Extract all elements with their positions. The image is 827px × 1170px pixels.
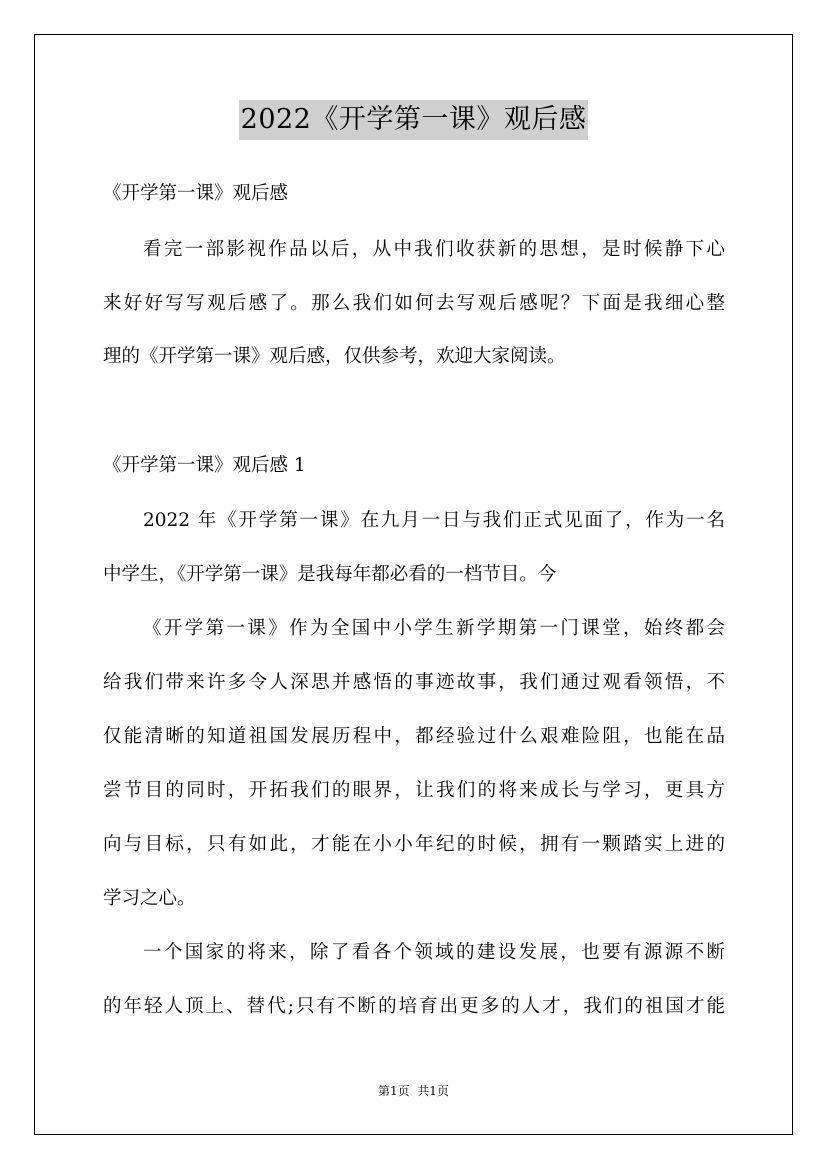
- paragraph-line: 看完一部影视作品以后，从中我们收获新的思想，是时候静下心: [143, 239, 725, 260]
- paragraph-line: 一个国家的将来，除了看各个领域的建设发展，也要有源源不断: [143, 942, 725, 963]
- paragraph-line: 2022 年《开学第一课》在九月一日与我们正式见面了，作为一名: [143, 510, 725, 531]
- document-title: 2022《开学第一课》观后感: [239, 100, 589, 140]
- paragraph-line: 学习之心。: [103, 888, 196, 909]
- section-heading: 《开学第一课》观后感 1: [103, 455, 306, 476]
- paragraph-line: 中学生，《开学第一课》是我每年都必看的一档节目。今: [103, 564, 557, 585]
- paragraph-line: 给我们带来许多令人深思并感悟的事迹故事，我们通过观看领悟，不: [103, 672, 725, 693]
- paragraph-line: 仅能清晰的知道祖国发展历程中，都经验过什么艰难险阻，也能在品: [103, 726, 725, 747]
- paragraph-line: 来好好写写观后感了。那么我们如何去写观后感呢？下面是我细心整: [103, 293, 725, 314]
- paragraph-line: 向与目标，只有如此，才能在小小年纪的时候，拥有一颗踏实上进的: [103, 834, 725, 855]
- paragraph-line: 尝节目的同时，开拓我们的眼界，让我们的将来成长与学习，更具方: [103, 780, 725, 801]
- page-footer: 第1页 共1页: [378, 1084, 449, 1098]
- paragraph-line: 理的《开学第一课》观后感，仅供参考，欢迎大家阅读。: [103, 346, 566, 367]
- paragraph-line: 《开学第一课》作为全国中小学生新学期第一门课堂，始终都会: [143, 618, 725, 639]
- title-container: [0, 100, 827, 140]
- paragraph-line: 的年轻人顶上、替代;只有不断的培育出更多的人才，我们的祖国才能: [103, 996, 725, 1017]
- section-heading: 《开学第一课》观后感: [103, 183, 289, 204]
